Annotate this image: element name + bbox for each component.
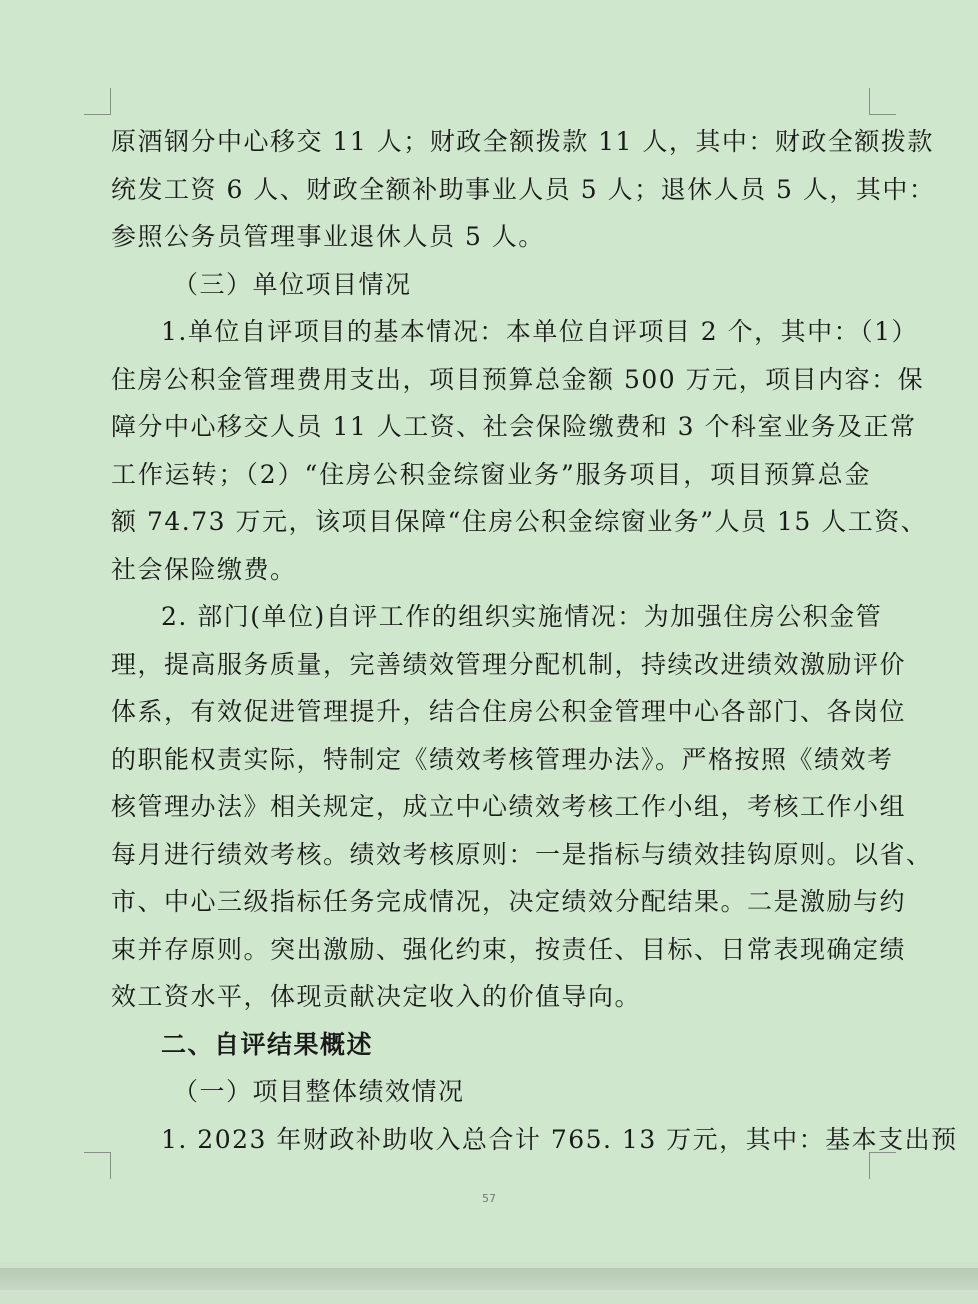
section-subheading: （三）单位项目情况	[173, 269, 412, 299]
page-shadow	[0, 1268, 978, 1290]
text-line: 每月进行绩效考核。绩效考核原则：一是指标与绩效挂钩原则。以省、	[111, 839, 933, 869]
text-line: 障分中心移交人员 11 人工资、社会保险缴费和 3 个科室业务及正常	[111, 412, 917, 441]
text-line: 统发工资 6 人、财政全额补助事业人员 5 人；退休人员 5 人，其中：	[111, 174, 936, 204]
text-line: 效工资水平，体现贡献决定收入的价值导向。	[111, 982, 642, 1011]
text-line: 市、中心三级指标任务完成情况，决定绩效分配结果。二是激励与约	[111, 887, 907, 916]
page-gap-bar	[0, 1262, 978, 1304]
text-line: 理，提高服务质量，完善绩效管理分配机制，持续改进绩效激励评价	[111, 649, 907, 679]
page-number: 57	[482, 1192, 496, 1205]
text-line: 额 74.73 万元，该项目保障“住房公积金综窗业务”人员 15 人工资、	[111, 507, 928, 536]
text-line: 参照公务员管理事业退休人员 5 人。	[111, 222, 545, 251]
text-line: 1.单位自评项目的基本情况：本单位自评项目 2 个，其中：（1）	[161, 317, 919, 346]
crop-mark-top-right	[869, 88, 896, 115]
page-body	[111, 118, 958, 1163]
crop-mark-bottom-left	[84, 1152, 111, 1179]
section-heading: 二、自评结果概述	[161, 1029, 374, 1059]
text-line: 的职能权责实际，特制定《绩效考核管理办法》。严格按照《绩效考	[111, 744, 894, 774]
text-line: 1. 2023 年财政补助收入总合计 765. 13 万元，其中：基本支出预	[161, 1124, 958, 1154]
text-line: 住房公积金管理费用支出，项目预算总金额 500 万元，项目内容：保	[111, 364, 925, 394]
text-line: 原酒钢分中心移交 11 人；财政全额拨款 11 人，其中：财政全额拨款	[111, 127, 934, 156]
section-subheading: （一）项目整体绩效情况	[173, 1077, 465, 1106]
text-line: 2. 部门(单位)自评工作的组织实施情况：为加强住房公积金管	[161, 602, 883, 631]
text-line: 工作运转；（2）“住房公积金综窗业务”服务项目，项目预算总金	[111, 459, 871, 489]
crop-mark-top-left	[84, 88, 111, 115]
text-line: 束并存原则。突出激励、强化约束，按责任、目标、日常表现确定绩	[111, 934, 907, 964]
text-line: 核管理办法》相关规定，成立中心绩效考核工作小组，考核工作小组	[111, 792, 907, 821]
text-line: 社会保险缴费。	[111, 554, 297, 584]
text-line: 体系，有效促进管理提升，结合住房公积金管理中心各部门、各岗位	[111, 697, 907, 726]
